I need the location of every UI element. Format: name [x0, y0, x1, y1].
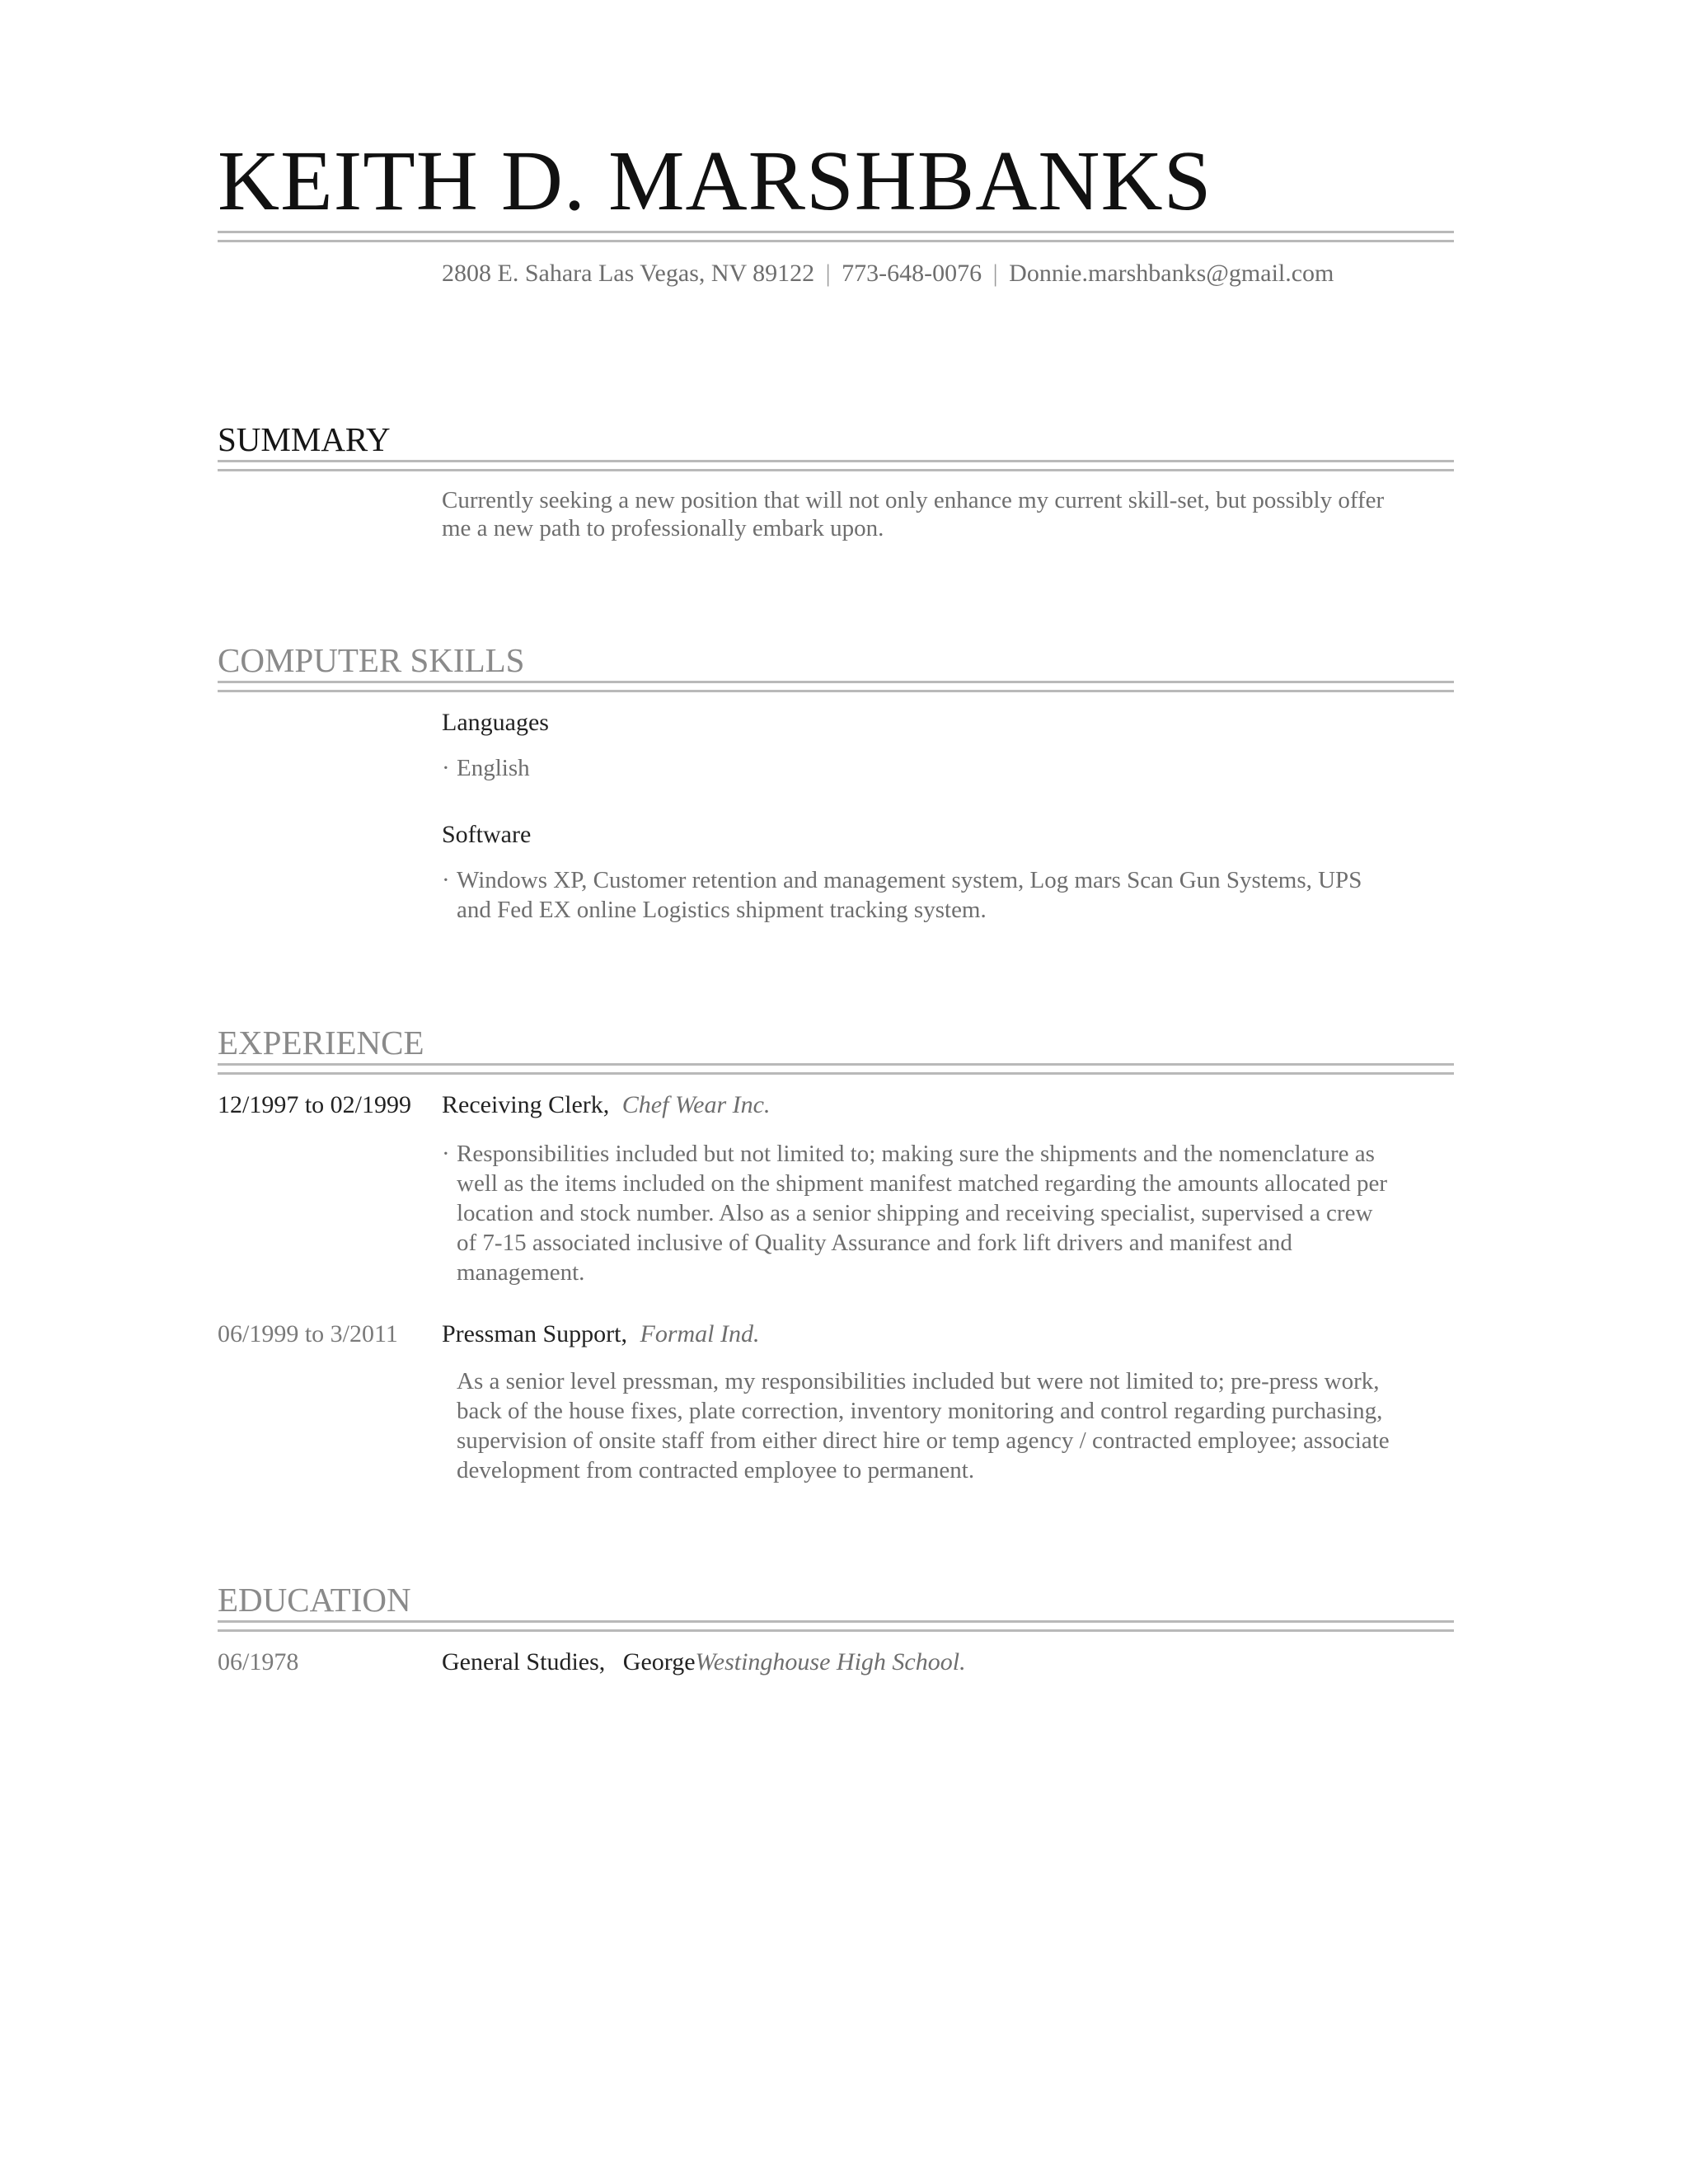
bullet-dot: ·: [442, 1141, 450, 1167]
contact-address: 2808 E. Sahara Las Vegas, NV 89122: [442, 260, 815, 287]
languages-item: [442, 753, 1398, 783]
job-2-role: Pressman Support,: [442, 1320, 627, 1347]
job-1-company: Chef Wear Inc.: [621, 1091, 771, 1118]
education-school-prefix: George: [622, 1648, 696, 1675]
contact-phone: 773-648-0076: [842, 260, 982, 287]
contact-separator: |: [992, 260, 998, 287]
software-heading: Software: [442, 821, 532, 848]
job-2-dates: 06/1999 to 3/2011: [218, 1320, 398, 1347]
software-item: [442, 865, 1398, 925]
job-1-title: [442, 1090, 770, 1121]
experience-divider: [218, 1063, 1454, 1075]
education-title: EDUCATION: [218, 1581, 411, 1619]
job-2-description-text: As a senior level pressman, my responsibilities included but were not limited to; pre-press work, back of the house fixes, plate correction, inventory monitoring and control regarding purchasing, supervision of onsite staff from either direct hire or temp agency / contracted employee; associate development from contracted employee to permanent.: [457, 1368, 1390, 1483]
bullet-dot: ·: [442, 867, 450, 893]
job-1-role: Receiving Clerk,: [442, 1091, 610, 1118]
summary-text: Currently seeking a new position that will not only enhance my current skill-set, but possibly offer me a new path to professionally embark upon.: [442, 487, 1385, 541]
computer-skills-divider: [218, 681, 1454, 692]
contact-email: Donnie.marshbanks@gmail.com: [1009, 260, 1334, 287]
applicant-name: KEITH D. MARSHBANKS: [218, 134, 1212, 228]
contact-line: [442, 257, 1334, 290]
job-1-dates: 12/1997 to 02/1999: [218, 1091, 412, 1118]
header-divider: [218, 231, 1454, 242]
summary-title: SUMMARY: [218, 420, 391, 458]
education-entry: [442, 1647, 966, 1678]
software-text: Windows XP, Customer retention and management system, Log mars Scan Gun Systems, UPS and Fed EX online Logistics shipment tracking system.: [457, 867, 1362, 923]
summary-divider: [218, 460, 1454, 471]
job-2-description: [442, 1366, 1398, 1485]
languages-heading: Languages: [442, 709, 549, 736]
contact-separator: |: [825, 260, 831, 287]
bullet-dot: ·: [442, 755, 450, 781]
education-school-name: Westinghouse High School.: [695, 1648, 966, 1675]
education-date: 06/1978: [218, 1648, 299, 1675]
education-program: General Studies,: [442, 1648, 606, 1675]
languages-text: English: [457, 755, 530, 781]
experience-title: EXPERIENCE: [218, 1024, 424, 1062]
job-1-description: [442, 1139, 1398, 1287]
job-1-description-text: Responsibilities included but not limited to; making sure the shipments and the nomenclature as well as the items included on the shipment manifest matched regarding the amounts allocated per location and stock number. Also as a senior shipping and receiving specialist, supervised a crew of 7-15 associated inclusive of Quality Assurance and fork lift drivers and manifest and management.: [457, 1141, 1388, 1286]
job-2-title: [442, 1319, 760, 1350]
job-2-company: Formal Ind.: [640, 1320, 760, 1347]
computer-skills-title: COMPUTER SKILLS: [218, 641, 525, 679]
education-divider: [218, 1620, 1454, 1632]
